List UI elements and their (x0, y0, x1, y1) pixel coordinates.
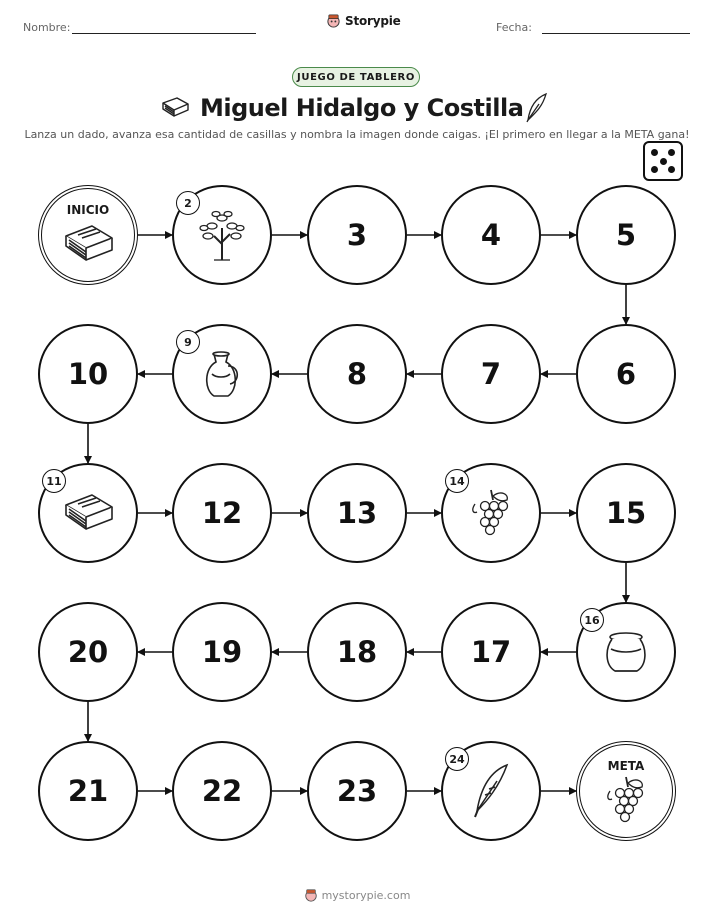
space-number-badge: 2 (176, 191, 200, 215)
board-space-13 (307, 463, 407, 563)
space-number: 8 (346, 357, 368, 391)
board-space-24 (441, 741, 541, 841)
finish-space (576, 741, 676, 841)
date-line[interactable] (542, 33, 690, 34)
board-space-4 (441, 185, 541, 285)
quill-icon (469, 763, 513, 819)
grapes-icon (467, 486, 515, 540)
brand-name: Storypie (345, 13, 401, 28)
board-space-14 (441, 463, 541, 563)
space-number: 18 (336, 635, 378, 669)
book-icon (160, 94, 190, 122)
grapes-icon (602, 773, 650, 827)
board-space-3 (307, 185, 407, 285)
board-space-23 (307, 741, 407, 841)
space-number-badge: 11 (42, 469, 66, 493)
board-space-11 (38, 463, 138, 563)
board-space-22 (172, 741, 272, 841)
footer-url: mystorypie.com (321, 888, 411, 902)
space-number: 7 (480, 357, 502, 391)
board-space-21 (38, 741, 138, 841)
space-number: 15 (605, 496, 647, 530)
board-space-20 (38, 602, 138, 702)
die-five-icon (643, 141, 683, 181)
brand-logo (326, 13, 401, 28)
pot-icon (601, 629, 651, 675)
board-space-2 (172, 185, 272, 285)
board-space-19 (172, 602, 272, 702)
space-number: 6 (615, 357, 637, 391)
board-space-10 (38, 324, 138, 424)
board-space-15 (576, 463, 676, 563)
space-number: 13 (336, 496, 378, 530)
space-number-badge: 14 (445, 469, 469, 493)
date-label: Fecha: (496, 21, 532, 34)
board-space-16 (576, 602, 676, 702)
space-number: 3 (346, 218, 368, 252)
board-space-6 (576, 324, 676, 424)
game-type-badge: JUEGO DE TABLERO (292, 67, 420, 87)
space-number: 5 (615, 218, 637, 252)
space-number: 10 (67, 357, 109, 391)
tree-icon (198, 208, 246, 262)
space-number: 17 (470, 635, 512, 669)
space-number-badge: 16 (580, 608, 604, 632)
space-number: 23 (336, 774, 378, 808)
start-label: INICIO (66, 203, 110, 217)
board-space-12 (172, 463, 272, 563)
page-title: Miguel Hidalgo y Costilla (200, 94, 524, 122)
space-number: 22 (201, 774, 243, 808)
board-space-18 (307, 602, 407, 702)
finish-label: META (607, 759, 645, 773)
jug-icon (198, 348, 246, 400)
space-number-badge: 9 (176, 330, 200, 354)
space-number: 21 (67, 774, 109, 808)
space-number: 20 (67, 635, 109, 669)
board-space-17 (441, 602, 541, 702)
book-icon (60, 220, 116, 268)
storypie-mascot-icon (326, 13, 341, 28)
space-number: 4 (480, 218, 502, 252)
quill-icon (524, 92, 550, 124)
space-number: 19 (201, 635, 243, 669)
space-number: 12 (201, 496, 243, 530)
name-label: Nombre: (23, 21, 71, 34)
start-space (38, 185, 138, 285)
book-icon (60, 489, 116, 537)
board-space-5 (576, 185, 676, 285)
storypie-mascot-icon (304, 888, 318, 902)
board-space-7 (441, 324, 541, 424)
name-line[interactable] (72, 33, 256, 34)
board-space-8 (307, 324, 407, 424)
instructions: Lanza un dado, avanza esa cantidad de casillas y nombra la imagen donde caigas. ¡El primero en llegar a la META gana! (24, 128, 690, 141)
space-number-badge: 24 (445, 747, 469, 771)
board-space-9 (172, 324, 272, 424)
footer (0, 888, 714, 902)
